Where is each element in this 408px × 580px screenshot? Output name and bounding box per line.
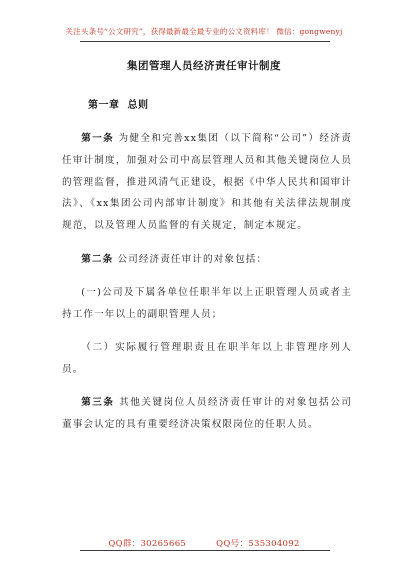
article-2-item-1-text: (一)公司及下属各单位任职半年以上正职管理人员或者主持工作一年以上的副职管理人员；: [62, 286, 352, 320]
chapter-name: 总则: [127, 100, 149, 111]
footer-qq-group: QQ群：30265665: [108, 539, 187, 549]
document-title: 集团管理人员经济责任审计制度: [127, 60, 281, 72]
article-3-text: 其他关键岗位人员经济责任审计的对象包括公司董事会认定的具有重要经济决策权限岗位的任职人员。: [62, 397, 352, 431]
footer-divider: [80, 550, 330, 551]
article-1-label: 第一条: [81, 133, 115, 144]
article-1-text: 为健全和完善xx集团（以下简称“公司”）经济责任审计制度，加强对公司中高层管理人员和其他关键岗位人员的管理监督，推进风清气正建设，根据《中华人民共和国审计法》、《xx集团公司内部审计制度》和其他有关法律法规制度规范，以及管理人员监督的有关规定，制定本规定。: [62, 133, 352, 232]
chapter-number: 第一章: [88, 100, 120, 111]
page-header: [0, 26, 408, 37]
chapter-heading: [88, 96, 149, 111]
header-text: 关注头条号“公文研究”，获得最新最全最专业的公文资料库！ 微信：gongwenyj: [65, 27, 343, 36]
article-2: [62, 249, 352, 271]
article-2-item-1: [62, 282, 352, 326]
article-2-item-2-text: （二）实际履行管理职责且在职半年以上非管理序列人员。: [62, 342, 352, 375]
article-2-label: 第二条: [81, 253, 114, 265]
page-footer: [0, 537, 408, 549]
article-3-label: 第三条: [81, 397, 115, 409]
article-2-item-2: [62, 337, 352, 381]
article-3: [62, 392, 352, 436]
footer-qq: QQ号：535304092: [216, 539, 300, 549]
header-divider: [80, 41, 330, 42]
article-1: [62, 128, 352, 237]
article-2-text: 公司经济责任审计的对象包括：: [117, 253, 268, 265]
document-body: [62, 128, 352, 448]
